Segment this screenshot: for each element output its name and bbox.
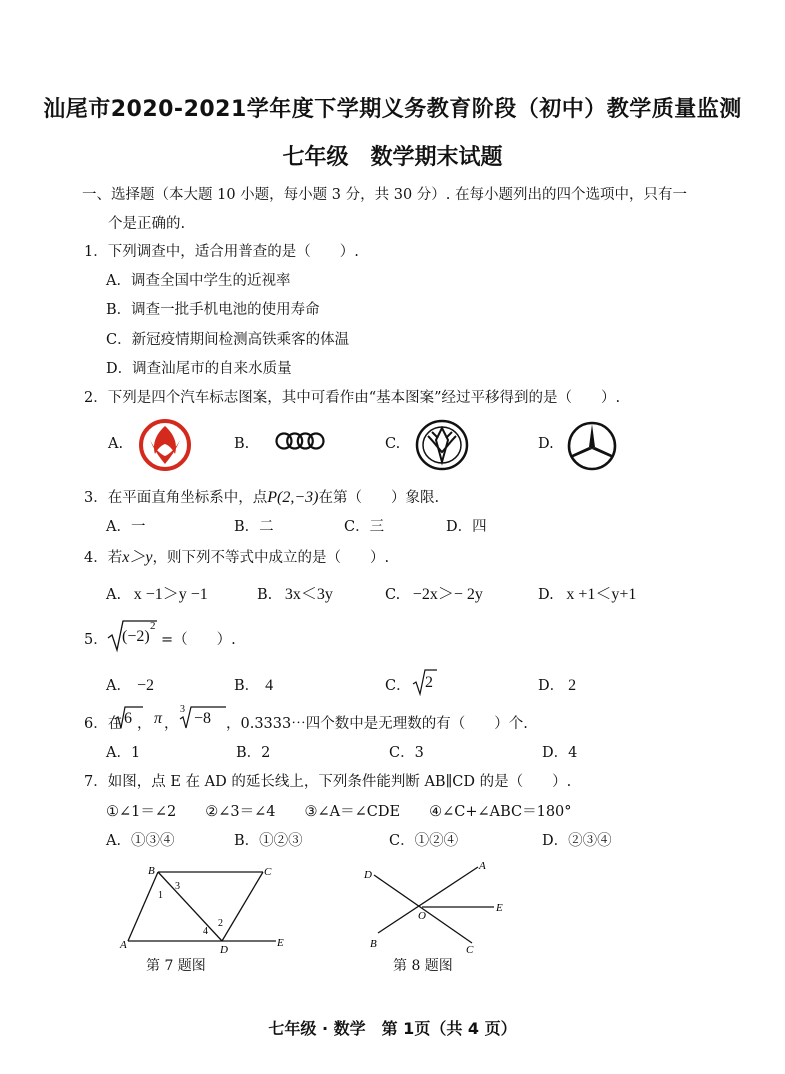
fig8-label-O: O xyxy=(418,910,426,922)
exam-subtitle: 七年级 数学期末试题 xyxy=(282,145,503,170)
q2-option-d-label: D. xyxy=(538,436,554,452)
q5-a-value: −2 xyxy=(136,677,155,694)
figure-8-diagram xyxy=(360,855,520,955)
q6-sep1: ， xyxy=(137,716,152,732)
q4-option-a xyxy=(106,581,208,604)
fig7-label-C: C xyxy=(264,866,272,878)
q4-b-expr: 3x＜3y xyxy=(284,586,333,603)
q4-b-label: B. xyxy=(257,587,273,603)
q4-c-expr: −2x＞− 2y xyxy=(412,586,483,603)
fig8-label-A: A xyxy=(479,860,486,872)
q6-pi: π xyxy=(154,710,163,727)
page-footer: 七年级 · 数学 第 1页（共 4 页） xyxy=(268,1019,517,1038)
q1-option-b: B．调查一批手机电池的使用寿命 xyxy=(106,302,320,318)
q6-sep2: ， xyxy=(164,716,179,732)
q5-b-value: 4 xyxy=(265,677,274,694)
q5-option-b xyxy=(234,674,273,695)
q4-a-label: A. xyxy=(106,587,122,603)
fig8-caption: 第 8 题图 xyxy=(393,958,453,974)
q2-stem: 2．下列是四个汽车标志图案，其中可看作由“基本图案”经过平移得到的是（ ）. xyxy=(84,390,621,406)
q7-option-a: A．①③④ xyxy=(106,833,175,849)
mercedes-logo-icon xyxy=(566,420,618,472)
q4-condition: x＞y xyxy=(122,549,153,566)
audi-logo-icon xyxy=(275,430,325,452)
figure-7-diagram xyxy=(118,860,298,955)
q7-option-c: C．①②④ xyxy=(389,833,459,849)
q4-d-label: D. xyxy=(538,587,554,603)
q6-option-d: D．4 xyxy=(542,745,578,761)
q5-option-a xyxy=(106,674,154,695)
section-instructions-line2: 个是正确的. xyxy=(108,216,186,232)
q3-stem-post: 在第（ ）象限. xyxy=(318,490,440,506)
q6-radicand-6: 6 xyxy=(124,710,132,727)
section-instructions-line1: 一、选择题（本大题 10 小题，每小题 3 分，共 30 分）. 在每小题列出的四个选项中，只有一 xyxy=(82,187,687,203)
q5-d-value: 2 xyxy=(568,677,577,694)
q3-option-d: D．四 xyxy=(446,519,487,535)
q1-option-a: A．调查全国中学生的近视率 xyxy=(106,273,291,289)
q5-option-c-label: C． xyxy=(385,678,411,694)
dongfeng-logo-icon xyxy=(138,418,192,472)
q4-option-b xyxy=(257,581,333,604)
fig7-angle-3: 3 xyxy=(175,881,180,892)
exam-title: 汕尾市2020-2021学年度下学期义务教育阶段（初中）教学质量监测 xyxy=(43,97,742,122)
q3-option-b: B．二 xyxy=(234,519,274,535)
q5-d-label: D． xyxy=(538,678,565,694)
fig7-angle-4: 4 xyxy=(203,926,208,937)
q5-exponent: 2 xyxy=(150,620,156,632)
fig7-label-E: E xyxy=(277,937,284,949)
q5-num: 5． xyxy=(84,632,108,648)
fig7-caption: 第 7 题图 xyxy=(146,958,206,974)
q7-conditions: ①∠1＝∠2 ②∠3＝∠4 ③∠A＝∠CDE ④∠C+∠ABC＝180° xyxy=(106,804,572,820)
q4-option-c xyxy=(385,581,483,604)
q6-root-index: 3 xyxy=(180,704,185,715)
q3-stem-pre: 3．在平面直角坐标系中，点 xyxy=(84,490,268,506)
q4-option-d xyxy=(538,581,636,604)
q4-c-label: C. xyxy=(385,587,401,603)
q7-option-d: D．②③④ xyxy=(542,833,612,849)
q5-b-label: B． xyxy=(234,678,260,694)
q2-option-b-label: B. xyxy=(234,436,250,452)
q1-stem: 1．下列调查中，适合用普查的是（ ）. xyxy=(84,244,359,260)
q3-option-c: C．三 xyxy=(344,519,385,535)
fig8-label-E: E xyxy=(496,902,503,914)
q4-d-expr: x +1＜y+1 xyxy=(566,586,637,603)
fig7-label-B: B xyxy=(148,865,155,877)
q5-a-label: A． xyxy=(106,678,131,694)
q5-c-radicand: 2 xyxy=(425,674,433,691)
q3-option-a: A．一 xyxy=(106,519,146,535)
q7-stem: 7．如图，点 E 在 AD 的延长线上，下列条件能判断 AB∥CD 的是（ ）. xyxy=(84,774,572,790)
q3-point: P(2,−3) xyxy=(267,489,319,506)
q6-option-a: A．1 xyxy=(106,745,141,761)
q4-a-expr: x −1＞y −1 xyxy=(133,586,208,603)
q1-option-c: C．新冠疫情期间检测高铁乘客的体温 xyxy=(106,332,350,348)
q6-radicand-minus8: −8 xyxy=(194,710,212,727)
q2-option-a-label: A. xyxy=(108,436,124,452)
q1-option-d: D．调查汕尾市的自来水质量 xyxy=(106,361,292,377)
fig8-label-D: D xyxy=(364,869,372,881)
q5-option-d xyxy=(538,674,576,695)
fig8-label-C: C xyxy=(466,944,474,955)
fig7-angle-1: 1 xyxy=(158,890,163,901)
q7-option-b: B．①②③ xyxy=(234,833,303,849)
fig7-label-D: D xyxy=(220,944,228,955)
q6-num: 6．在 xyxy=(84,716,123,732)
q5-post: =（ ）. xyxy=(161,632,236,648)
q5-radicand: (−2) xyxy=(122,628,150,645)
fig8-label-B: B xyxy=(370,938,377,950)
q4-stem xyxy=(84,544,389,567)
q6-post: ，0.3333⋯四个数中是无理数的有（ ）个. xyxy=(226,716,528,732)
q2-option-c-label: C. xyxy=(385,436,401,452)
q6-option-b: B．2 xyxy=(236,745,271,761)
fig7-angle-2: 2 xyxy=(218,918,223,929)
q3-stem xyxy=(84,486,439,507)
q4-stem-pre: 4．若 xyxy=(84,550,123,566)
fig7-label-A: A xyxy=(120,939,127,951)
q4-stem-post: ，则下列不等式中成立的是（ ）. xyxy=(152,550,390,566)
q6-option-c: C．3 xyxy=(389,745,424,761)
brilliance-logo-icon xyxy=(414,418,470,472)
